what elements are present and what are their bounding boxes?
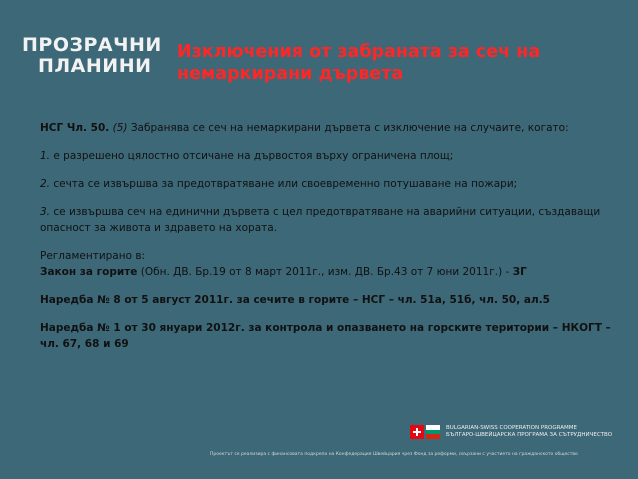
list-item-number: 1. bbox=[40, 150, 51, 162]
list-item-number: 2. bbox=[40, 178, 51, 190]
programme-name bbox=[446, 425, 612, 439]
swiss-flag-icon bbox=[410, 425, 424, 439]
footer-disclaimer: Проектът се реализира с финансовата подкрепа на Конфедерация Швейцария чрез Фонд за реформи, свързани с участието на гражданското общество bbox=[210, 452, 578, 457]
list-item bbox=[40, 176, 620, 192]
intro-paragraph bbox=[40, 120, 620, 136]
ordinance-1-text: Наредба № 8 от 5 август 2011г. за сечите в горите – НСГ – чл. 51а, 51б, чл. 50, ал.5 bbox=[40, 294, 550, 306]
logo-line-2: ПЛАНИНИ bbox=[38, 55, 152, 77]
programme-logo bbox=[410, 425, 612, 439]
list-item-number: 3. bbox=[40, 206, 51, 218]
ordinance-2 bbox=[40, 320, 620, 352]
programme-name-bg: БЪЛГАРО-ШВЕЙЦАРСКА ПРОГРАМА ЗА СЪТРУДНИЧЕСТВО bbox=[446, 432, 613, 438]
intro-text: Забранява се сеч на немаркирани дървета с изключение на случаите, когато: bbox=[127, 122, 569, 134]
law-name: Закон за горите bbox=[40, 266, 138, 278]
flags bbox=[410, 425, 440, 439]
intro-paragraph-number: (5) bbox=[112, 122, 128, 134]
list-item-text: сечта се извършва за предотвратяване или своевременно потушаване на пожари; bbox=[50, 178, 518, 190]
intro-article: НСГ Чл. 50. bbox=[40, 122, 110, 134]
list-item bbox=[40, 204, 620, 236]
ordinance-1 bbox=[40, 292, 620, 308]
programme-name-en: BULGARIAN-SWISS COOPERATION PROGRAMME bbox=[446, 425, 577, 431]
slide-title: Изключения от забраната за сеч на немаркирани дървета bbox=[177, 42, 541, 84]
bulgarian-flag-icon bbox=[426, 425, 440, 439]
list-item-text: е разрешено цялостно отсичане на дървостоя върху ограничена площ; bbox=[50, 150, 454, 162]
law-abbreviation: ЗГ bbox=[512, 266, 527, 278]
logo-line-1: ПРОЗРАЧНИ bbox=[22, 34, 162, 56]
law-details: (Обн. ДВ. Бр.19 от 8 март 2011г., изм. ДВ. Бр.43 от 7 юни 2011г.) - bbox=[137, 266, 513, 278]
ordinance-2-text: Наредба № 1 от 30 януари 2012г. за контрола и опазването на горските територии – НКОГТ – чл. 67, 68 и 69 bbox=[40, 322, 611, 350]
regulated-paragraph bbox=[40, 248, 620, 280]
list-item bbox=[40, 148, 620, 164]
regulated-label: Регламентирано в: bbox=[40, 250, 146, 262]
logo bbox=[22, 34, 162, 77]
slide-body bbox=[40, 120, 620, 364]
list-item-text: се извършва сеч на единични дървета с цел предотвратяване на аварийни ситуации, създаващи опасност за живота и здравето на хората. bbox=[40, 206, 601, 234]
